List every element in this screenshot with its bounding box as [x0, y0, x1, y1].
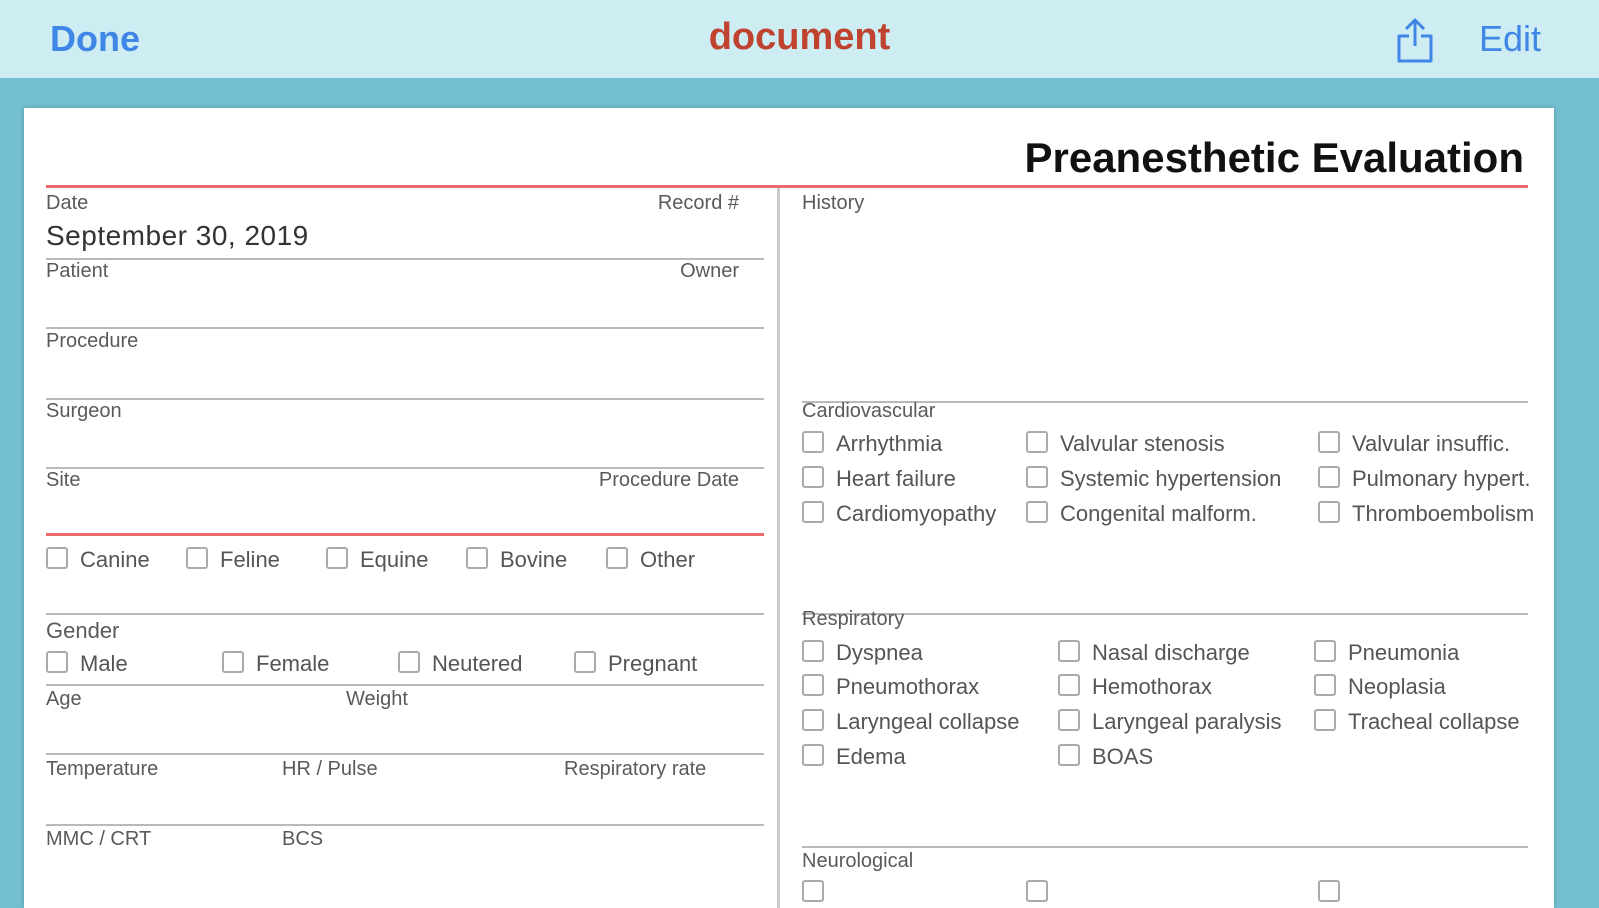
- done-button[interactable]: Done: [50, 18, 140, 59]
- document-title: document: [708, 16, 891, 58]
- female-label: Female: [256, 651, 330, 676]
- neutered-label: Neutered: [432, 651, 523, 676]
- field-divider: [802, 846, 1528, 848]
- equine-label: Equine: [360, 547, 429, 572]
- procedure-date-label: Procedure Date: [598, 469, 739, 491]
- boas-checkbox[interactable]: [1058, 744, 1080, 766]
- tracheal-collapse-checkbox[interactable]: [1314, 709, 1336, 731]
- history-label: History: [802, 192, 865, 214]
- neoplasia-checkbox[interactable]: [1314, 674, 1336, 696]
- field-divider: [802, 613, 1528, 615]
- heart-failure-checkbox[interactable]: [802, 466, 824, 488]
- female-checkbox[interactable]: [222, 651, 244, 673]
- systemic-hypertension-label: Systemic hypertension: [1060, 466, 1282, 491]
- male-label: Male: [80, 651, 128, 676]
- temperature-label: Temperature: [46, 758, 159, 780]
- bcs-label: BCS: [282, 828, 324, 850]
- other-checkbox[interactable]: [606, 547, 628, 569]
- congenital-malform-label: Congenital malform.: [1060, 501, 1257, 526]
- neurological-checkbox[interactable]: [802, 880, 824, 902]
- pulmonary-hypert-checkbox[interactable]: [1318, 466, 1340, 488]
- feline-checkbox[interactable]: [186, 547, 208, 569]
- valvular-stenosis-checkbox[interactable]: [1026, 431, 1048, 453]
- laryngeal-paralysis-checkbox[interactable]: [1058, 709, 1080, 731]
- hemothorax-label: Hemothorax: [1092, 674, 1212, 699]
- dyspnea-label: Dyspnea: [836, 640, 923, 665]
- patient-label: Patient: [46, 260, 109, 282]
- edema-checkbox[interactable]: [802, 744, 824, 766]
- pneumonia-checkbox[interactable]: [1314, 640, 1336, 662]
- laryngeal-collapse-checkbox[interactable]: [802, 709, 824, 731]
- title-divider: [46, 185, 1528, 188]
- cardiovascular-label: Cardiovascular: [802, 400, 936, 422]
- cardiomyopathy-label: Cardiomyopathy: [836, 501, 997, 526]
- nasal-discharge-checkbox[interactable]: [1058, 640, 1080, 662]
- neutered-checkbox[interactable]: [398, 651, 420, 673]
- pregnant-checkbox[interactable]: [574, 651, 596, 673]
- arrhythmia-label: Arrhythmia: [836, 431, 943, 456]
- mmc-crt-label: MMC / CRT: [46, 828, 152, 850]
- record-label: Record #: [657, 192, 739, 214]
- field-divider: [46, 613, 764, 615]
- other-label: Other: [640, 547, 696, 572]
- neurological-checkbox[interactable]: [1026, 880, 1048, 902]
- document-page: [24, 108, 1554, 908]
- field-divider: [46, 398, 764, 400]
- canine-label: Canine: [80, 547, 150, 572]
- bovine-label: Bovine: [500, 547, 568, 572]
- pneumothorax-checkbox[interactable]: [802, 674, 824, 696]
- column-divider: [777, 188, 780, 908]
- field-divider: [46, 684, 764, 686]
- field-divider: [46, 258, 764, 260]
- arrhythmia-checkbox[interactable]: [802, 431, 824, 453]
- laryngeal-collapse-label: Laryngeal collapse: [836, 709, 1020, 734]
- laryngeal-paralysis-label: Laryngeal paralysis: [1092, 709, 1282, 734]
- weight-label: Weight: [346, 688, 408, 710]
- date-value[interactable]: September 30, 2019: [46, 220, 309, 251]
- surgeon-label: Surgeon: [46, 400, 122, 422]
- male-checkbox[interactable]: [46, 651, 68, 673]
- congenital-malform-checkbox[interactable]: [1026, 501, 1048, 523]
- neurological-label: Neurological: [802, 850, 914, 872]
- thromboembolism-checkbox[interactable]: [1318, 501, 1340, 523]
- bovine-checkbox[interactable]: [466, 547, 488, 569]
- nasal-discharge-label: Nasal discharge: [1092, 640, 1250, 665]
- field-divider: [46, 753, 764, 755]
- hr-pulse-label: HR / Pulse: [282, 758, 378, 780]
- age-label: Age: [46, 688, 82, 710]
- field-divider: [46, 327, 764, 329]
- section-divider: [46, 533, 764, 536]
- navigation-bar: [0, 0, 1599, 78]
- owner-label: Owner: [680, 260, 739, 282]
- tracheal-collapse-label: Tracheal collapse: [1348, 709, 1520, 734]
- field-divider: [46, 824, 764, 826]
- pneumothorax-label: Pneumothorax: [836, 674, 980, 699]
- pregnant-label: Pregnant: [608, 651, 698, 676]
- date-label: Date: [46, 192, 89, 214]
- dyspnea-checkbox[interactable]: [802, 640, 824, 662]
- gender-label: Gender: [46, 618, 120, 643]
- share-icon[interactable]: [1395, 16, 1435, 64]
- neurological-checkbox[interactable]: [1318, 880, 1340, 902]
- boas-label: BOAS: [1092, 744, 1154, 769]
- feline-label: Feline: [220, 547, 280, 572]
- hemothorax-checkbox[interactable]: [1058, 674, 1080, 696]
- cardiomyopathy-checkbox[interactable]: [802, 501, 824, 523]
- site-label: Site: [46, 469, 81, 491]
- equine-checkbox[interactable]: [326, 547, 348, 569]
- systemic-hypertension-checkbox[interactable]: [1026, 466, 1048, 488]
- neoplasia-label: Neoplasia: [1348, 674, 1446, 699]
- edit-button[interactable]: Edit: [1479, 18, 1542, 59]
- thromboembolism-label: Thromboembolism: [1352, 501, 1535, 526]
- pulmonary-hypert-label: Pulmonary hypert.: [1352, 466, 1531, 491]
- respiratory-rate-label: Respiratory rate: [564, 758, 707, 780]
- procedure-label: Procedure: [46, 330, 139, 352]
- edema-label: Edema: [836, 744, 906, 769]
- form-title: Preanesthetic Evaluation: [1024, 134, 1524, 181]
- valvular-insuffic-label: Valvular insuffic.: [1352, 431, 1511, 456]
- respiratory-label: Respiratory: [802, 608, 905, 630]
- valvular-stenosis-label: Valvular stenosis: [1060, 431, 1225, 456]
- valvular-insuffic-checkbox[interactable]: [1318, 431, 1340, 453]
- canine-checkbox[interactable]: [46, 547, 68, 569]
- heart-failure-label: Heart failure: [836, 466, 956, 491]
- pneumonia-label: Pneumonia: [1348, 640, 1460, 665]
